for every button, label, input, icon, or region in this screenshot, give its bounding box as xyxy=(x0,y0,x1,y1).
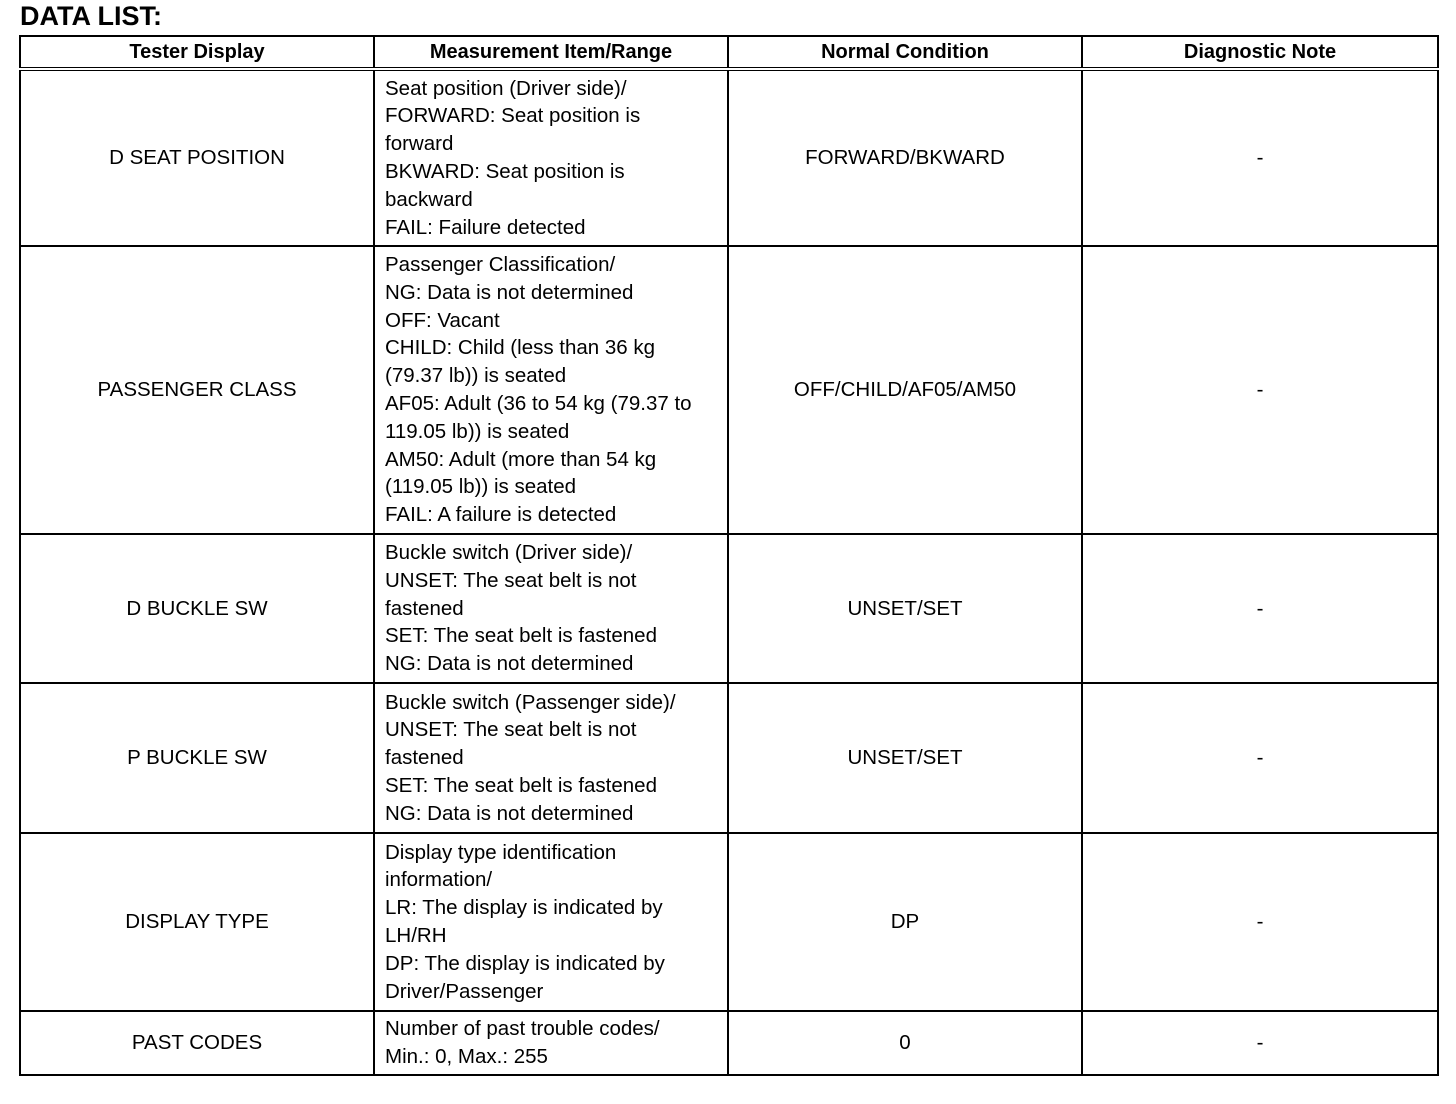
tester-display-cell: DISPLAY TYPE xyxy=(20,833,374,1011)
table-row xyxy=(20,1011,1438,1075)
normal-condition-cell: 0 xyxy=(728,1011,1082,1075)
table-row xyxy=(20,683,1438,833)
range-line: UNSET: The seat belt is not xyxy=(385,568,637,592)
range-line: fastened xyxy=(385,596,464,620)
range-line: Number of past trouble codes/ xyxy=(385,1017,660,1041)
diagnostic-note-cell: - xyxy=(1082,683,1438,833)
range-line: Driver/Passenger xyxy=(385,979,544,1003)
diagnostic-note-cell: - xyxy=(1082,69,1438,246)
page-title: DATA LIST: xyxy=(20,1,162,31)
range-line: forward xyxy=(385,132,454,156)
measurement-range-cell xyxy=(374,683,728,833)
range-line: (119.05 lb)) is seated xyxy=(385,475,577,499)
tester-display-cell: D SEAT POSITION xyxy=(20,69,374,246)
range-line: LR: The display is indicated by xyxy=(385,896,663,920)
diagnostic-note-cell: - xyxy=(1082,534,1438,683)
measurement-range-cell xyxy=(374,1011,728,1075)
header-normal-condition: Normal Condition xyxy=(728,36,1082,69)
measurement-range-cell xyxy=(374,69,728,246)
header-diagnostic-note: Diagnostic Note xyxy=(1082,36,1438,69)
range-line: FAIL: A failure is detected xyxy=(385,503,617,527)
header-measurement-item-range: Measurement Item/Range xyxy=(374,36,728,69)
table-row xyxy=(20,833,1438,1011)
range-line: Buckle switch (Passenger side)/ xyxy=(385,690,676,714)
normal-condition-cell: UNSET/SET xyxy=(728,534,1082,683)
range-line: SET: The seat belt is fastened xyxy=(385,624,657,648)
table-row xyxy=(20,534,1438,683)
range-line: FAIL: Failure detected xyxy=(385,215,586,239)
range-line: fastened xyxy=(385,746,464,770)
range-line: NG: Data is not determined xyxy=(385,280,634,304)
normal-condition-cell: FORWARD/BKWARD xyxy=(728,69,1082,246)
range-line: OFF: Vacant xyxy=(385,308,500,332)
range-line: Buckle switch (Driver side)/ xyxy=(385,541,633,564)
range-line: CHILD: Child (less than 36 kg xyxy=(385,336,656,360)
measurement-range-cell xyxy=(374,833,728,1011)
tester-display-cell: P BUCKLE SW xyxy=(20,683,374,833)
range-line: BKWARD: Seat position is xyxy=(385,160,625,183)
data-list-table xyxy=(19,35,1439,1076)
range-line: 119.05 lb)) is seated xyxy=(385,419,570,443)
range-line: (79.37 lb)) is seated xyxy=(385,364,567,388)
range-line: NG: Data is not determined xyxy=(385,801,634,825)
range-line: Min.: 0, Max.: 255 xyxy=(385,1045,548,1068)
range-line: LH/RH xyxy=(385,924,447,947)
range-line: NG: Data is not determined xyxy=(385,652,634,676)
range-line: AM50: Adult (more than 54 kg xyxy=(385,447,657,471)
normal-condition-cell: UNSET/SET xyxy=(728,683,1082,833)
range-line: information/ xyxy=(385,868,493,892)
table-row xyxy=(20,69,1438,246)
range-line: SET: The seat belt is fastened xyxy=(385,773,657,797)
range-line: Seat position (Driver side)/ xyxy=(385,76,627,100)
range-line: Display type identification xyxy=(385,840,617,864)
range-line: UNSET: The seat belt is not xyxy=(385,718,637,742)
normal-condition-cell: OFF/CHILD/AF05/AM50 xyxy=(728,246,1082,534)
table-row xyxy=(20,246,1438,534)
range-line: FORWARD: Seat position is xyxy=(385,104,641,128)
diagnostic-note-cell: - xyxy=(1082,246,1438,534)
tester-display-cell: PAST CODES xyxy=(20,1011,374,1075)
range-line: backward xyxy=(385,187,473,211)
range-line: Passenger Classification/ xyxy=(385,253,616,277)
tester-display-cell: D BUCKLE SW xyxy=(20,534,374,683)
tester-display-cell: PASSENGER CLASS xyxy=(20,246,374,534)
diagnostic-note-cell: - xyxy=(1082,1011,1438,1075)
range-line: AF05: Adult (36 to 54 kg (79.37 to xyxy=(385,392,692,415)
diagnostic-note-cell: - xyxy=(1082,833,1438,1011)
measurement-range-cell xyxy=(374,534,728,683)
range-line: DP: The display is indicated by xyxy=(385,951,665,975)
table-header-row xyxy=(20,36,1438,69)
header-tester-display: Tester Display xyxy=(20,36,374,69)
measurement-range-cell xyxy=(374,246,728,534)
normal-condition-cell: DP xyxy=(728,833,1082,1011)
